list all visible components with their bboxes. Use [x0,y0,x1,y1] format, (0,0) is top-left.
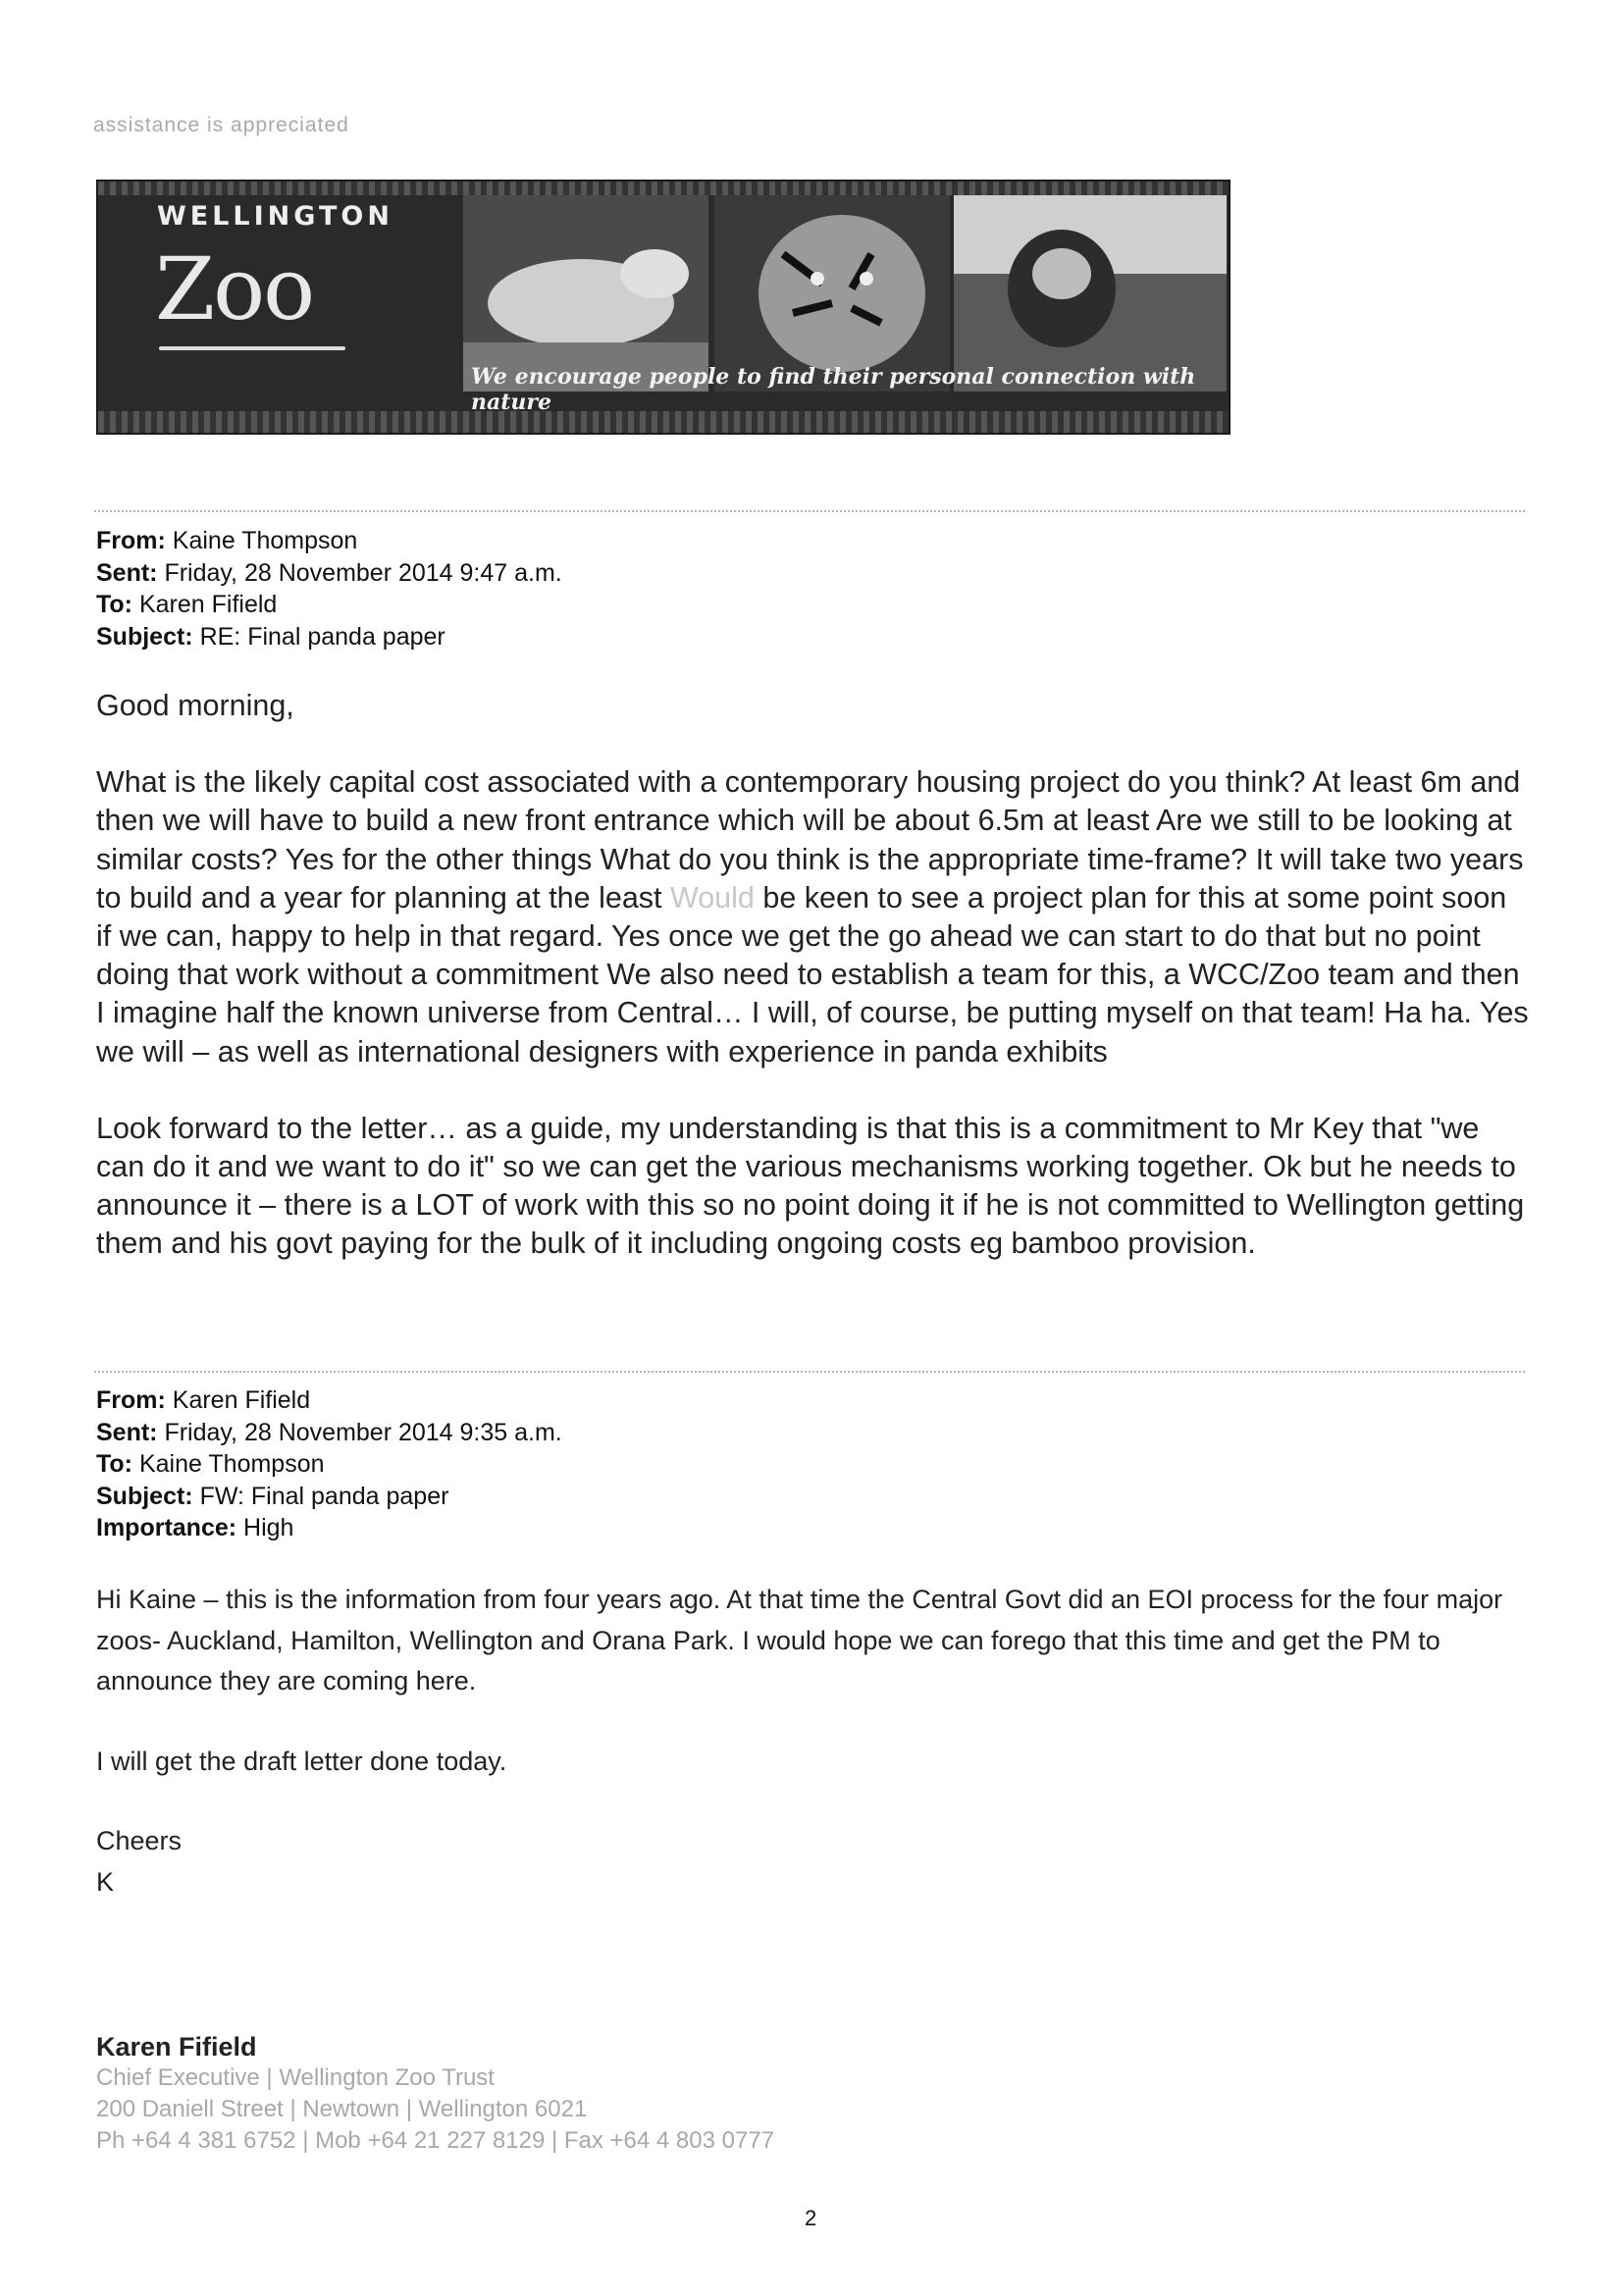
signature-block [96,2031,774,2157]
subject-label: Subject: [96,622,193,651]
email1-paragraph-2: Look forward to the letter… as a guide, my understanding is that this is a commitment to Mr Key that "we can do it and we want to do it" so we can get the various mechanisms working together. Ok but he needs to announce it – there is a LOT of work with this so no point doing it if he is not committed to Wellington getting them and his govt paying for the bulk of it including ongoing costs eg bamboo provision. [96,1111,1525,1261]
divider [94,510,1525,512]
signature-name: Karen Fifield [96,2032,257,2061]
email1-p1-a: What is the likely capital cost associated with a contemporary housing project do you think? At least 6m and then we will have to build a new front entrance which will be about 6.5m at least Are we still to be looking at similar costs? Yes for the other things What do you think is the appropriate time-frame? It will take two years to build and a year for planning at the least [96,765,1524,914]
sent-label: Sent: [96,558,158,587]
banner-film-stripe [98,182,1229,195]
email1-paragraph-1 [96,763,1529,1071]
signature-title: Chief Executive | Wellington Zoo Trust [96,2064,495,2091]
email2-body [96,1580,1539,1903]
greeting: Good morning, [96,689,294,722]
banner-org-top: WELLINGTON [157,201,393,232]
to-label: To: [96,1450,133,1478]
closing: Cheers [96,1826,183,1855]
from-label: From: [96,527,166,554]
subject-value: FW: Final panda paper [199,1482,449,1510]
sent-value: Friday, 28 November 2014 9:35 a.m. [164,1418,562,1446]
subject-value: RE: Final panda paper [199,622,445,651]
email1-p1-b: be keen to see a project plan for this at some point soon if we can, happy to help in that regard. Yes once we get the go ahead we can start to do that but no point doing that work without a commitment We also need to establish a team for this, a WCC/Zoo team and then I imagine half the known universe from Central… I will, of course, be putting myself on that team! Ha ha. Yes we will – as well as international designers with experience in panda exhibits [96,880,1529,1069]
from-value: Kaine Thompson [172,527,358,554]
tiger-photo [714,195,950,391]
email2-paragraph-2: I will get the draft letter done today. [96,1746,507,1776]
email1-header [96,525,562,652]
importance-value: High [243,1514,294,1541]
to-value: Karen Fifield [138,591,278,618]
banner-logo: Zoo [155,238,314,339]
signature-address: 200 Daniell Street | Newtown | Wellington 6021 [96,2096,588,2122]
initial: K [96,1866,115,1897]
email1-p1-faint: Would [669,880,755,914]
monkey-photo [954,195,1227,391]
importance-label: Importance: [96,1514,237,1541]
zoo-banner [96,180,1230,435]
lizard-photo [463,195,708,391]
sent-value: Friday, 28 November 2014 9:47 a.m. [164,558,562,587]
email1-body [96,687,1529,1264]
to-label: To: [96,591,133,618]
from-value: Karen Fifield [172,1386,311,1414]
page-number: 2 [805,2206,817,2230]
email2-paragraph-1: Hi Kaine – this is the information from four years ago. At that time the Central Govt did an EOI process for the four major zoos- Auckland, Hamilton, Wellington and Orana Park. I would hope we can forego that this time and get the PM to announce they are coming here. [96,1585,1503,1696]
banner-tagline: We encourage people to find their personal connection with nature [471,364,1196,415]
divider [94,1371,1525,1373]
email2-header [96,1384,562,1544]
header-fragment: assistance is appreciated [93,114,349,136]
signature-phones: Ph +64 4 381 6752 | Mob +64 21 227 8129 | Fax +64 4 803 0777 [96,2127,775,2154]
logo-underline [159,346,345,350]
sent-label: Sent: [96,1418,158,1446]
to-value: Kaine Thompson [138,1450,325,1478]
from-label: From: [96,1386,166,1414]
subject-label: Subject: [96,1482,193,1510]
